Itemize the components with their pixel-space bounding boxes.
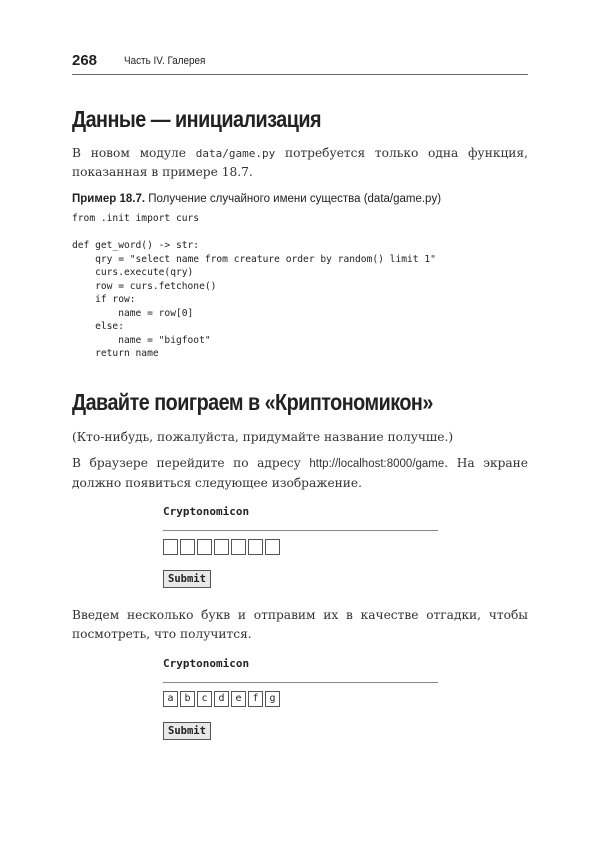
paragraph-better-name: (Кто-нибудь, пожалуйста, придумайте название получше.): [72, 430, 454, 444]
letter-box[interactable]: f: [248, 691, 263, 707]
letter-box[interactable]: e: [231, 691, 246, 707]
letter-box[interactable]: b: [180, 691, 195, 707]
section-heading-data-init: Данные — инициализация: [72, 106, 322, 132]
paragraph-open-browser: [72, 454, 528, 493]
letter-box[interactable]: [163, 539, 178, 555]
divider: [163, 682, 438, 683]
game-title: Cryptonomicon: [163, 657, 250, 670]
game-title: Cryptonomicon: [163, 505, 250, 518]
submit-button[interactable]: Submit: [163, 570, 211, 588]
letter-box[interactable]: [248, 539, 263, 555]
paragraph-open-browser-before: В браузере перейдите по адресу: [72, 456, 310, 470]
example-caption: [72, 193, 441, 205]
letter-boxes: [163, 691, 438, 707]
game-screenshot-empty: [163, 505, 438, 588]
submit-button[interactable]: Submit: [163, 722, 211, 740]
letter-box[interactable]: [231, 539, 246, 555]
letter-box[interactable]: [265, 539, 280, 555]
code-listing: from .init import curs def get_word() -> str: qry = "select name from creature order by random() limit 1" curs.execute(qry) row = curs.fetchone() if row: name = row[0] else: name = "bigfoot" return name: [72, 213, 436, 359]
paragraph-open-browser-after: . На экране должно появиться следующее изображение.: [72, 456, 528, 490]
example-caption-text: Получение случайного имени существа (data/game.py): [145, 193, 442, 205]
letter-box[interactable]: [180, 539, 195, 555]
page-number: 268: [72, 52, 98, 69]
example-label: Пример 18.7.: [72, 193, 146, 205]
running-title: Часть IV. Галерея: [124, 55, 206, 67]
game-screenshot-filled: [163, 657, 438, 740]
letter-box[interactable]: c: [197, 691, 212, 707]
game-url: http://localhost:8000/game: [309, 458, 445, 470]
section-heading-play: Давайте поиграем в «Криптономикон»: [72, 389, 433, 415]
page-header: [72, 50, 528, 75]
paragraph-intro-before: В новом модуле: [72, 146, 196, 160]
letter-box[interactable]: g: [265, 691, 280, 707]
letter-boxes: [163, 539, 438, 555]
letter-box[interactable]: [214, 539, 229, 555]
paragraph-intro-after: потребуется только одна функция, показанная в примере 18.7.: [72, 146, 528, 179]
paragraph-intro: [72, 144, 528, 182]
divider: [163, 530, 438, 531]
module-path-code: data/game.py: [195, 147, 276, 160]
letter-box[interactable]: a: [163, 691, 178, 707]
letter-box[interactable]: [197, 539, 212, 555]
paragraph-enter-letters: Введем несколько букв и отправим их в качестве отгадки, чтобы посмотреть, что получится.: [72, 608, 528, 641]
letter-box[interactable]: d: [214, 691, 229, 707]
